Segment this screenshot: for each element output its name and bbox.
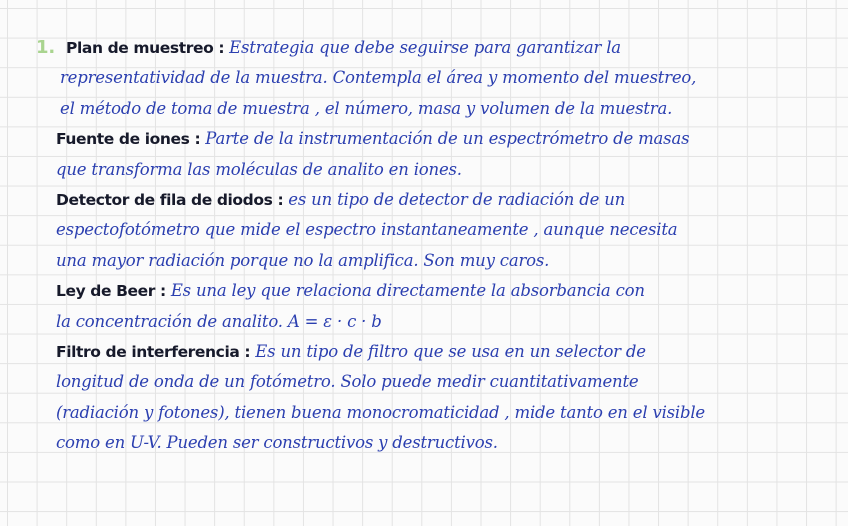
note-line-12 — [36, 367, 836, 397]
definition-text: como en U-V. Pueden ser constructivos y destructivos. — [56, 433, 498, 453]
note-line-13 — [36, 398, 836, 428]
term-detector-fila-diodos: Detector de fila de diodos : — [56, 190, 284, 209]
note-line-10 — [36, 307, 836, 337]
item-number: 1. — [36, 37, 55, 58]
note-line-6 — [36, 185, 836, 215]
term-ley-de-beer: Ley de Beer : — [56, 282, 166, 301]
note-line-1 — [36, 33, 836, 63]
definition-text: (radiación y fotones), tienen buena monocromaticidad , mide tanto en el visible — [56, 402, 705, 422]
handwritten-note — [36, 33, 836, 458]
definition-text: el método de toma de muestra , el número, masa y volumen de la muestra. — [60, 98, 673, 118]
definition-text: Es una ley que relaciona directamente la absorbancia con — [170, 281, 645, 301]
definition-text: Es un tipo de filtro que se usa en un selector de — [255, 341, 646, 361]
note-line-4 — [36, 124, 836, 154]
definition-text: Estrategia que debe seguirse para garantizar la — [229, 38, 621, 57]
note-line-9 — [36, 276, 836, 306]
note-line-7 — [36, 215, 836, 245]
term-filtro-de-interferencia: Filtro de interferencia : — [56, 342, 251, 361]
definition-text: espectofotómetro que mide el espectro instantaneamente , aunque necesita — [56, 220, 678, 240]
definition-text: representatividad de la muestra. Contempla el área y momento del muestreo, — [60, 68, 697, 88]
note-line-2 — [36, 63, 836, 93]
definition-text: longitud de onda de un fotómetro. Solo puede medir cuantitativamente — [56, 372, 639, 392]
definition-text: Parte de la instrumentación de un espectrómetro de masas — [205, 129, 690, 149]
term-fuente-de-iones: Fuente de iones : — [56, 130, 201, 149]
note-line-5 — [36, 155, 836, 185]
definition-text: que transforma las moléculas de analito en iones. — [56, 159, 462, 179]
note-line-14 — [36, 428, 836, 458]
definition-text: es un tipo de detector de radiación de un — [288, 189, 626, 209]
note-line-3 — [36, 94, 836, 124]
term-plan-de-muestreo: Plan de muestreo : — [66, 39, 225, 57]
note-line-11 — [36, 337, 836, 367]
definition-text: una mayor radiación porque no la amplifica. Son muy caros. — [56, 250, 550, 270]
note-line-8 — [36, 246, 836, 276]
definition-text: la concentración de analito. A = ε · c · b — [56, 311, 382, 331]
